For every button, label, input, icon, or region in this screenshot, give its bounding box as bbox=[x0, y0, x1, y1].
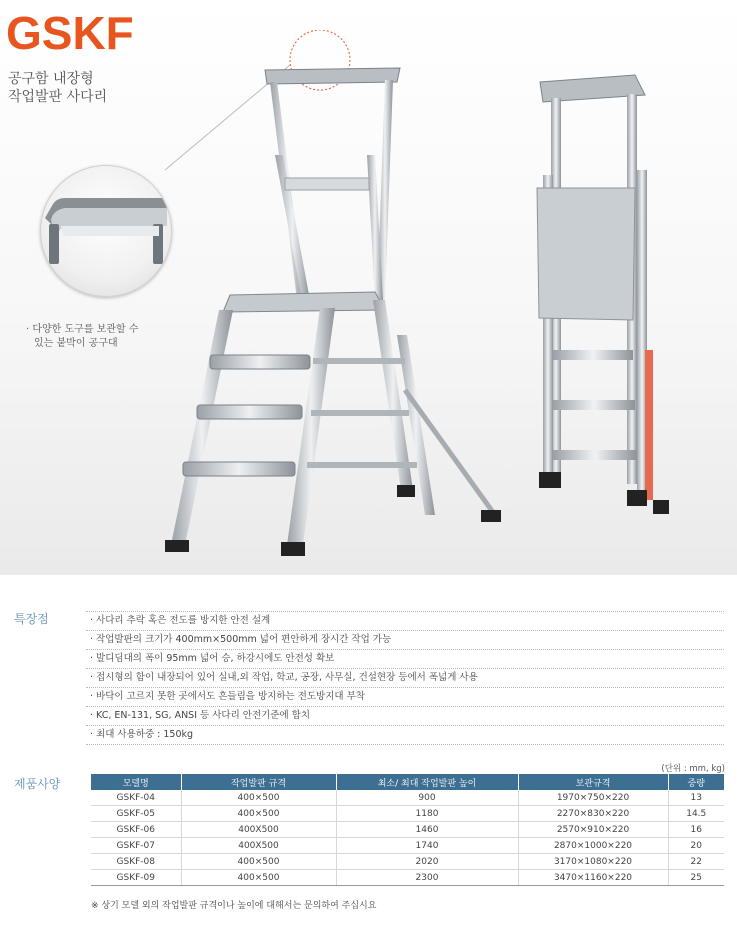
spec-footnote: ※ 상기 모델 외의 작업발판 규격이나 높이에 대해서는 문의하여 주십시요 bbox=[91, 901, 377, 911]
table-cell: 400×500 bbox=[181, 806, 336, 822]
table-cell: GSKF-08 bbox=[91, 854, 181, 870]
feature-item: · 바닥이 고르지 못한 곳에서도 흔들림을 방지하는 전도방지대 부착 bbox=[86, 687, 724, 706]
table-row bbox=[91, 870, 724, 886]
spec-label: 제품사양 bbox=[14, 777, 61, 791]
spec-table bbox=[91, 774, 724, 886]
table-cell: GSKF-04 bbox=[91, 790, 181, 806]
table-cell: 22 bbox=[668, 854, 724, 870]
table-cell: 2570×910×220 bbox=[518, 822, 668, 838]
folded-ladder-image bbox=[515, 70, 705, 530]
table-row bbox=[91, 838, 724, 854]
table-cell: GSKF-09 bbox=[91, 870, 181, 886]
table-cell: 2270×830×220 bbox=[518, 806, 668, 822]
table-cell: 1460 bbox=[336, 822, 518, 838]
table-cell: 1740 bbox=[336, 838, 518, 854]
table-cell: 25 bbox=[668, 870, 724, 886]
table-row bbox=[91, 806, 724, 822]
table-cell: 20 bbox=[668, 838, 724, 854]
table-cell: 3470×1160×220 bbox=[518, 870, 668, 886]
table-row bbox=[91, 822, 724, 838]
table-cell: 400×500 bbox=[181, 870, 336, 886]
brand-title: GSKF bbox=[6, 7, 134, 59]
table-cell: 1180 bbox=[336, 806, 518, 822]
table-cell: 2300 bbox=[336, 870, 518, 886]
feature-item: · 사다리 추락 혹은 전도를 방지한 안전 설계 bbox=[86, 611, 724, 630]
features-list bbox=[86, 611, 724, 745]
subtitle-line-1: 공구함 내장형 bbox=[8, 71, 94, 87]
tool-tray-caption-line-2: 있는 붙박이 공구대 bbox=[34, 338, 118, 349]
features-label: 특장점 bbox=[14, 612, 49, 626]
table-cell: 16 bbox=[668, 822, 724, 838]
column-header: 보관규격 bbox=[518, 774, 668, 790]
feature-item: · KC, EN-131, SG, ANSI 등 사다리 안전기준에 합치 bbox=[86, 706, 724, 725]
subtitle-line-2: 작업발판 사다리 bbox=[8, 89, 108, 105]
table-cell: 400×500 bbox=[181, 854, 336, 870]
table-cell: GSKF-07 bbox=[91, 838, 181, 854]
feature-item: · 접시형의 함이 내장되어 있어 실내,외 작업, 학교, 공장, 사무실, 건설현장 등에서 폭넓게 사용 bbox=[86, 668, 724, 687]
table-cell: 400X500 bbox=[181, 822, 336, 838]
table-cell: 14.5 bbox=[668, 806, 724, 822]
table-cell: 400X500 bbox=[181, 838, 336, 854]
table-cell: GSKF-05 bbox=[91, 806, 181, 822]
feature-item: · 작업발판의 크기가 400mm×500mm 넓어 편안하게 장시간 작업 가능 bbox=[86, 630, 724, 649]
table-row bbox=[91, 854, 724, 870]
column-header: 작업발판 규격 bbox=[181, 774, 336, 790]
table-row bbox=[91, 790, 724, 806]
table-cell: 2020 bbox=[336, 854, 518, 870]
spec-header-row bbox=[91, 774, 724, 790]
table-cell: 13 bbox=[668, 790, 724, 806]
open-ladder-image bbox=[135, 30, 505, 560]
table-cell: 900 bbox=[336, 790, 518, 806]
unit-note: (단위 : mm, kg) bbox=[661, 764, 725, 774]
feature-item: · 최대 사용하중 : 150kg bbox=[86, 725, 724, 745]
table-cell: 3170×1080×220 bbox=[518, 854, 668, 870]
tool-tray-caption-line-1: · 다양한 도구를 보관할 수 bbox=[26, 324, 139, 335]
column-header: 모델명 bbox=[91, 774, 181, 790]
column-header: 최소/ 최대 작업발판 높이 bbox=[336, 774, 518, 790]
table-cell: 1970×750×220 bbox=[518, 790, 668, 806]
column-header: 중량 bbox=[668, 774, 724, 790]
feature-item: · 발디딤대의 폭이 95mm 넓어 승, 하강시에도 안전성 확보 bbox=[86, 649, 724, 668]
table-cell: 400×500 bbox=[181, 790, 336, 806]
table-cell: 2870×1000×220 bbox=[518, 838, 668, 854]
table-cell: GSKF-06 bbox=[91, 822, 181, 838]
